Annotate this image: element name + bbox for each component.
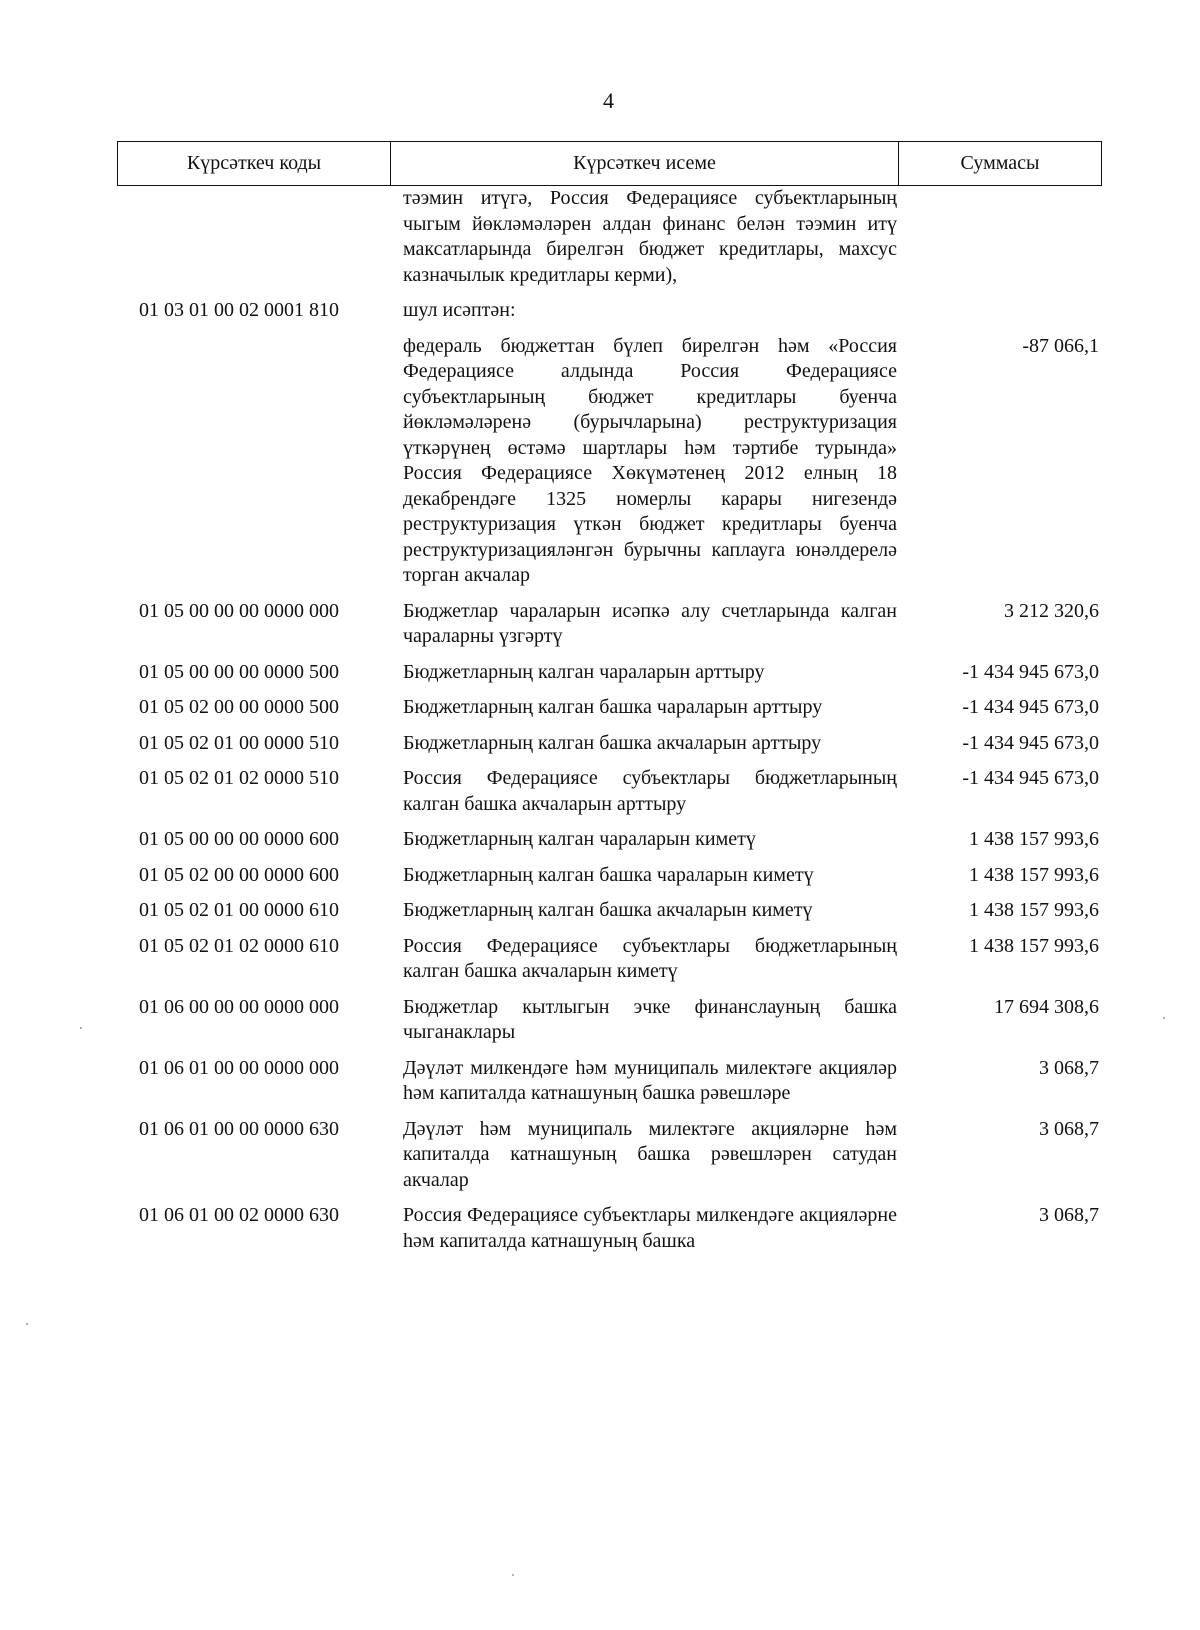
row-sum: 1 438 157 993,6 <box>969 899 1099 921</box>
scan-speck <box>80 1027 82 1029</box>
table-row <box>117 695 1101 721</box>
row-name: тәэмин итүгә, Россия Федерациясе субъектларының чыгым йөкләмәләрен алдан финанс белән тәэмин итү максатларында бирелгән бюджет кредитлары, махсус казначылык кредитлары керми), <box>403 187 897 286</box>
table-row <box>117 995 1101 1046</box>
row-name: Бюджетларның калган чараларын арттыру <box>403 660 765 683</box>
row-name: Бюджетларның калган чараларын киметү <box>403 828 756 850</box>
row-sum: -1 434 945 673,0 <box>962 767 1099 789</box>
row-code <box>117 334 377 589</box>
table-row <box>117 934 1101 985</box>
table-body <box>117 186 1101 1254</box>
row-sum: -1 434 945 673,0 <box>962 731 1099 754</box>
column-header-code: Күрсәткеч коды <box>118 142 391 186</box>
table-row <box>117 298 1101 324</box>
row-code: 01 06 01 00 00 0000 000 <box>139 1056 339 1079</box>
table-row <box>117 898 1101 924</box>
column-header-sum: Суммасы <box>899 142 1102 186</box>
row-code: 01 06 00 00 00 0000 000 <box>139 995 339 1018</box>
table-header <box>117 141 1102 186</box>
row-name: Бюджетлар кытлыгын эчке финанслауның башка чыганаклары <box>403 995 897 1043</box>
row-code: 01 05 00 00 00 0000 600 <box>139 828 339 850</box>
row-name: Бюджетларның калган башка чараларын арттыру <box>403 696 823 718</box>
row-sum: 1 438 157 993,6 <box>969 863 1099 886</box>
table-row <box>117 599 1101 650</box>
table-row <box>117 1056 1101 1107</box>
row-sum <box>897 298 1099 324</box>
row-code: 01 05 02 00 00 0000 600 <box>139 863 339 886</box>
table-row <box>117 766 1101 817</box>
row-code <box>117 186 377 288</box>
row-name: Бюджетларның калган башка акчаларын арттыру <box>403 731 822 754</box>
table-row <box>117 1203 1101 1254</box>
row-code: 01 05 02 01 02 0000 510 <box>139 767 339 789</box>
row-code: 01 05 02 01 00 0000 610 <box>139 899 339 921</box>
row-sum: 1 438 157 993,6 <box>969 828 1099 850</box>
row-sum: 3 068,7 <box>1039 1117 1099 1140</box>
row-code: 01 06 01 00 02 0000 630 <box>139 1204 339 1226</box>
row-sum: 3 068,7 <box>1039 1204 1099 1226</box>
row-sum: 1 438 157 993,6 <box>969 934 1099 957</box>
table-row <box>117 660 1101 686</box>
row-sum: 17 694 308,6 <box>994 995 1099 1018</box>
row-code: 01 05 02 00 00 0000 500 <box>139 696 339 718</box>
row-sum: -87 066,1 <box>1022 334 1099 357</box>
row-code: 01 06 01 00 00 0000 630 <box>139 1117 339 1140</box>
row-name: Бюджетларның калган башка чараларын киметү <box>403 863 814 886</box>
row-sum <box>897 186 1099 288</box>
table-row <box>117 863 1101 889</box>
table-row <box>117 827 1101 853</box>
scan-speck <box>26 1323 28 1325</box>
row-sum: 3 068,7 <box>1039 1056 1099 1079</box>
row-name: Бюджетлар чараларын исәпкә алу счетларында калган чараларны үзгәртү <box>403 599 897 647</box>
scan-speck <box>1163 1017 1165 1019</box>
row-name: Россия Федерациясе субъектлары бюджетларының калган башка акчаларын киметү <box>403 934 897 982</box>
row-name: Россия Федерациясе субъектлары бюджетларының калган башка акчаларын арттыру <box>403 767 897 815</box>
column-header-name: Күрсәткеч исеме <box>391 142 899 186</box>
row-name: Россия Федерациясе субъектлары милкендәге акцияләрне һәм капиталда катнашуның башка <box>403 1204 897 1252</box>
table-row <box>117 1117 1101 1194</box>
row-sum: -1 434 945 673,0 <box>962 660 1099 683</box>
table-row <box>117 186 1101 288</box>
row-code: 01 05 02 01 00 0000 510 <box>139 731 339 754</box>
page-number: 4 <box>603 88 614 113</box>
row-name: федераль бюджеттан бүлеп бирелгән һәм «Россия Федерациясе алдында Россия Федерациясе субъектларының бюджет кредитлары буенча йөкләмәләренә (бурычларына) реструктуризация үткәрүнең өстәмә шартлары һәм тәртибе турында» Россия Федерациясе Хөкүмәтенең 2012 елның 18 декабрендәге 1325 номерлы карары нигезендә реструктуризация үткән бюджет кредитлары буенча реструктуризацияләнгән бурычны каплауга юнәлдерелә торган акчалар <box>403 334 897 586</box>
row-code: 01 03 01 00 02 0001 810 <box>139 299 339 321</box>
row-sum: -1 434 945 673,0 <box>962 696 1099 718</box>
table-row <box>117 731 1101 757</box>
row-name: Дәүләт милкендәге һәм муниципаль милектәге акцияләр һәм капиталда катнашуның башка рәвешләре <box>403 1056 897 1104</box>
row-code: 01 05 00 00 00 0000 000 <box>139 599 339 622</box>
row-code: 01 05 00 00 00 0000 500 <box>139 660 339 683</box>
scan-speck <box>512 1574 514 1576</box>
row-name: шул исәптән: <box>403 299 516 321</box>
table-row <box>117 334 1101 589</box>
row-sum: 3 212 320,6 <box>1004 599 1099 622</box>
row-name: Дәүләт һәм муниципаль милектәге акцияләрне һәм капиталда катнашуның башка рәвешләрен сатудан акчалар <box>403 1117 897 1191</box>
row-name: Бюджетларның калган башка акчаларын киметү <box>403 899 813 921</box>
row-code: 01 05 02 01 02 0000 610 <box>139 934 339 957</box>
